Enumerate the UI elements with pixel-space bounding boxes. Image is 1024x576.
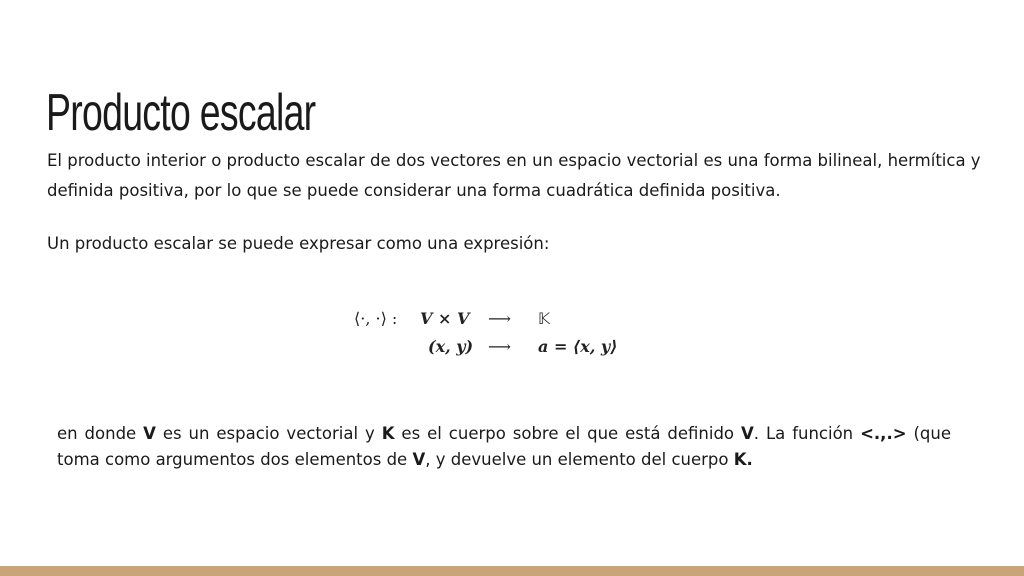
- slide-title: Producto escalar: [46, 83, 316, 142]
- expression-intro-paragraph: Un producto escalar se puede expresar como una expresión:: [47, 234, 550, 253]
- explanation-text: es el cuerpo sobre el que está definido: [394, 424, 741, 443]
- explanation-bold: V: [143, 424, 156, 443]
- explanation-text: , y devuelve un elemento del cuerpo: [425, 450, 734, 469]
- formula-result: a = ⟨x, y⟩: [538, 337, 618, 356]
- definition-paragraph: El producto interior o producto escalar de dos vectores en un espacio vectorial es una forma bilineal, hermítica y definida positiva, por lo que se puede considerar una forma cuadrática definida positiva.: [47, 151, 981, 200]
- formula-operator: ⟨·, ·⟩ :: [354, 309, 398, 328]
- explanation-bold: K.: [733, 450, 753, 469]
- formula-pair: (x, y): [428, 337, 474, 356]
- formula-domain: V × V: [420, 309, 470, 328]
- formula-arrow: ⟶: [488, 309, 511, 328]
- explanation-text: en donde: [57, 424, 144, 443]
- explanation-bold: V: [412, 450, 426, 469]
- explanation-bold: K: [381, 424, 395, 443]
- explanation-paragraph: [57, 421, 951, 473]
- explanation-bold: <.,.>: [860, 424, 907, 443]
- formula-arrow: ⟶: [488, 337, 511, 356]
- explanation-text: . La función: [753, 424, 861, 443]
- footer-accent-bar: [0, 566, 1024, 576]
- explanation-text: (que toma como argumentos dos elementos de: [57, 424, 952, 469]
- inner-product-formula: [354, 304, 634, 368]
- explanation-text: es un espacio vectorial y: [155, 424, 382, 443]
- formula-codomain: 𝕂: [538, 309, 551, 328]
- explanation-bold: V: [740, 424, 754, 443]
